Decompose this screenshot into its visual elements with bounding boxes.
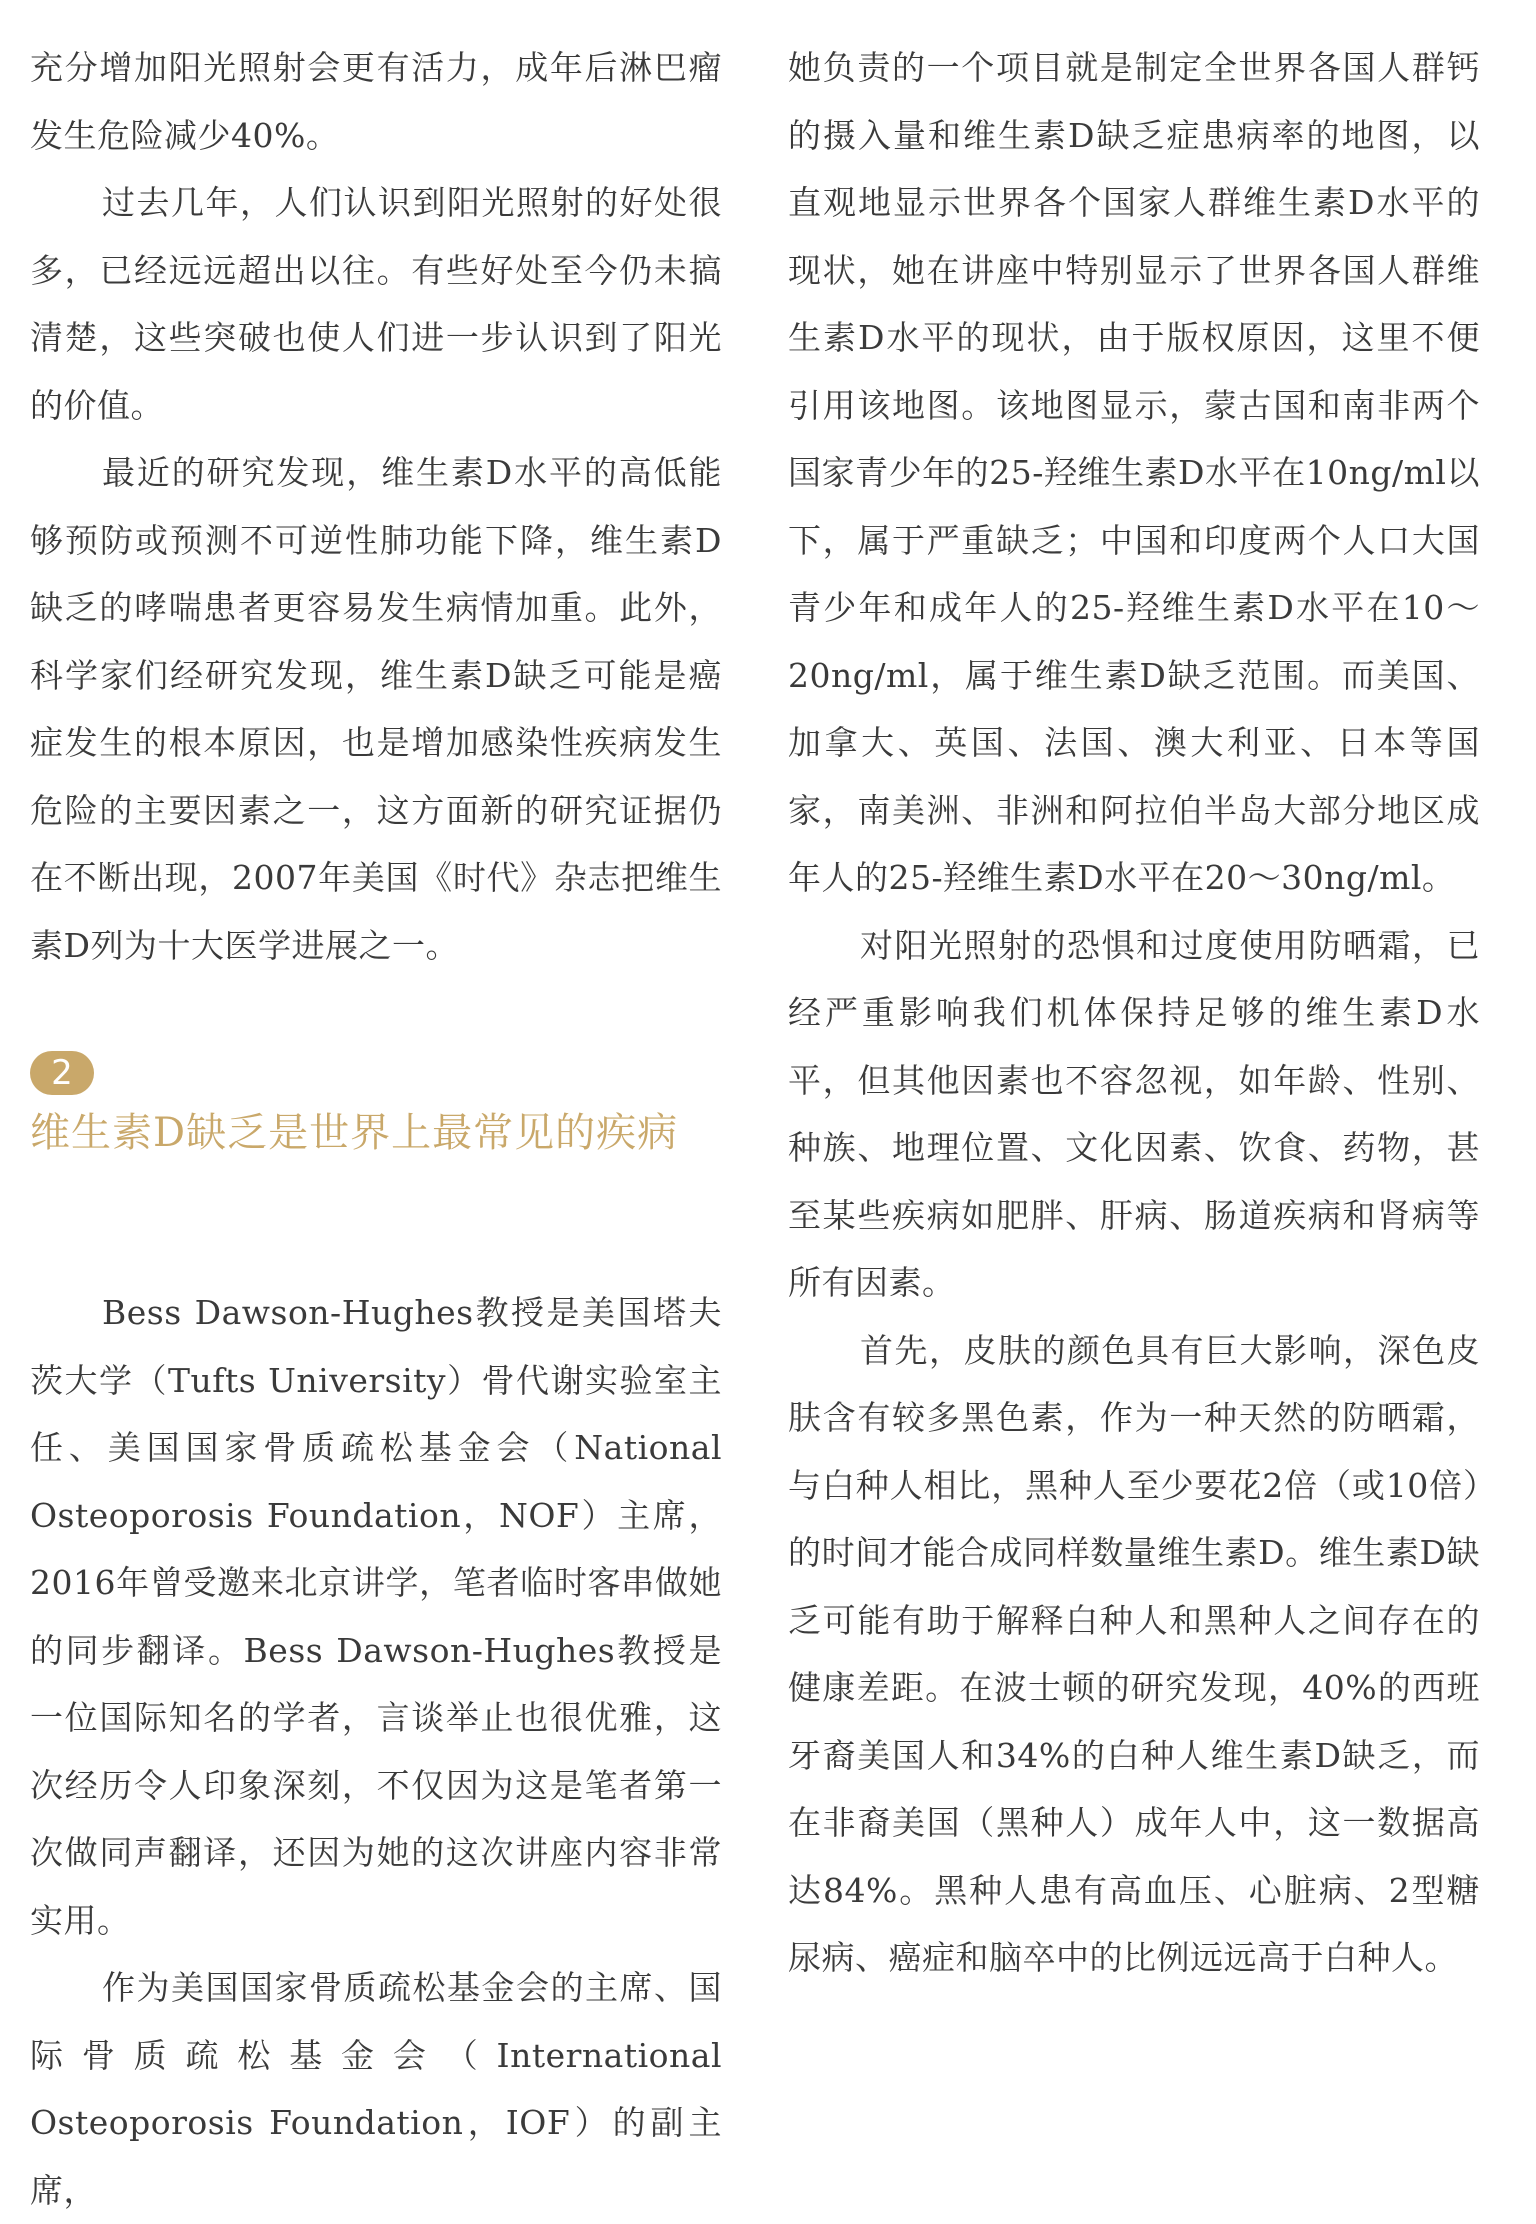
section-spacer <box>30 1161 722 1279</box>
paragraph-skin-color: 首先，皮肤的颜色具有巨大影响，深色皮肤含有较多黑色素，作为一种天然的防晒霜，与白种人相比，黑种人至少要花2倍（或10倍）的时间才能合成同样数量维生素D。维生素D缺乏可能有助于解释白种人和黑种人之间存在的健康差距。在波士顿的研究发现，40%的西班牙裔美国人和34%的白种人维生素D缺乏，而在非裔美国（黑种人）成年人中，这一数据高达84%。黑种人患有高血压、心脏病、2型糖尿病、癌症和脑卒中的比例远远高于白种人。 <box>788 1330 1480 1977</box>
paragraph-sunscreen-factors: 对阳光照射的恐惧和过度使用防晒霜，已经严重影响我们机体保持足够的维生素D水平，但其他因素也不容忽视，如年龄、性别、种族、地理位置、文化因素、饮食、药物，甚至某些疾病如肥胖、肝病、肠道疾病和肾病等所有因素。 <box>788 925 1480 1302</box>
left-column <box>30 34 722 2224</box>
section-number-badge: 2 <box>30 1051 94 1095</box>
right-column <box>788 34 1480 1992</box>
paragraph-sunlight-benefits: 过去几年，人们认识到阳光照射的好处很多，已经远远超出以往。有些好处至今仍未搞清楚，这些突破也使人们进一步认识到了阳光的价值。 <box>30 183 722 425</box>
paragraph-world-map: 她负责的一个项目就是制定全世界各国人群钙的摄入量和维生素D缺乏症患病率的地图，以直观地显示世界各个国家人群维生素D水平的现状，她在讲座中特别显示了世界各国人群维生素D水平的现状，由于版权原因，这里不便引用该地图。该地图显示，蒙古国和南非两个国家青少年的25-羟维生素D水平在10ng/ml以下，属于严重缺乏；中国和印度两个人口大国青少年和成年人的25-羟维生素D水平在10～20ng/ml，属于维生素D缺乏范围。而美国、加拿大、英国、法国、澳大利亚、日本等国家，南美洲、非洲和阿拉伯半岛大部分地区成年人的25-羟维生素D水平在20～30ng/ml。 <box>788 48 1480 897</box>
section-title: 维生素D缺乏是世界上最常见的疾病 <box>30 1110 679 1156</box>
paragraph-nof-chair: 作为美国国家骨质疏松基金会的主席、国际骨质疏松基金会（International Osteoporosis Foundation，IOF）的副主席， <box>30 1968 722 2210</box>
paragraph-bess-dawson-hughes: Bess Dawson-Hughes教授是美国塔夫茨大学（Tufts University）骨代谢实验室主任、美国国家骨质疏松基金会（National Osteoporosis Foundation，NOF）主席，2016年曾受邀来北京讲学，笔者临时客串做她的同步翻译。Bess Dawson-Hughes教授是一位国际知名的学者，言谈举止也很优雅，这次经历令人印象深刻，不仅因为这是笔者第一次做同声翻译，还因为她的这次讲座内容非常实用。 <box>30 1293 722 1940</box>
paragraph-recent-research: 最近的研究发现，维生素D水平的高低能够预防或预测不可逆性肺功能下降，维生素D缺乏的哮喘患者更容易发生病情加重。此外，科学家们经研究发现，维生素D缺乏可能是癌症发生的根本原因，也是增加感染性疾病发生危险的主要因素之一，这方面新的研究证据仍在不断出现，2007年美国《时代》杂志把维生素D列为十大医学进展之一。 <box>30 453 722 965</box>
paragraph-lymphoma: 充分增加阳光照射会更有活力，成年后淋巴瘤发生危险减少40%。 <box>30 48 722 155</box>
